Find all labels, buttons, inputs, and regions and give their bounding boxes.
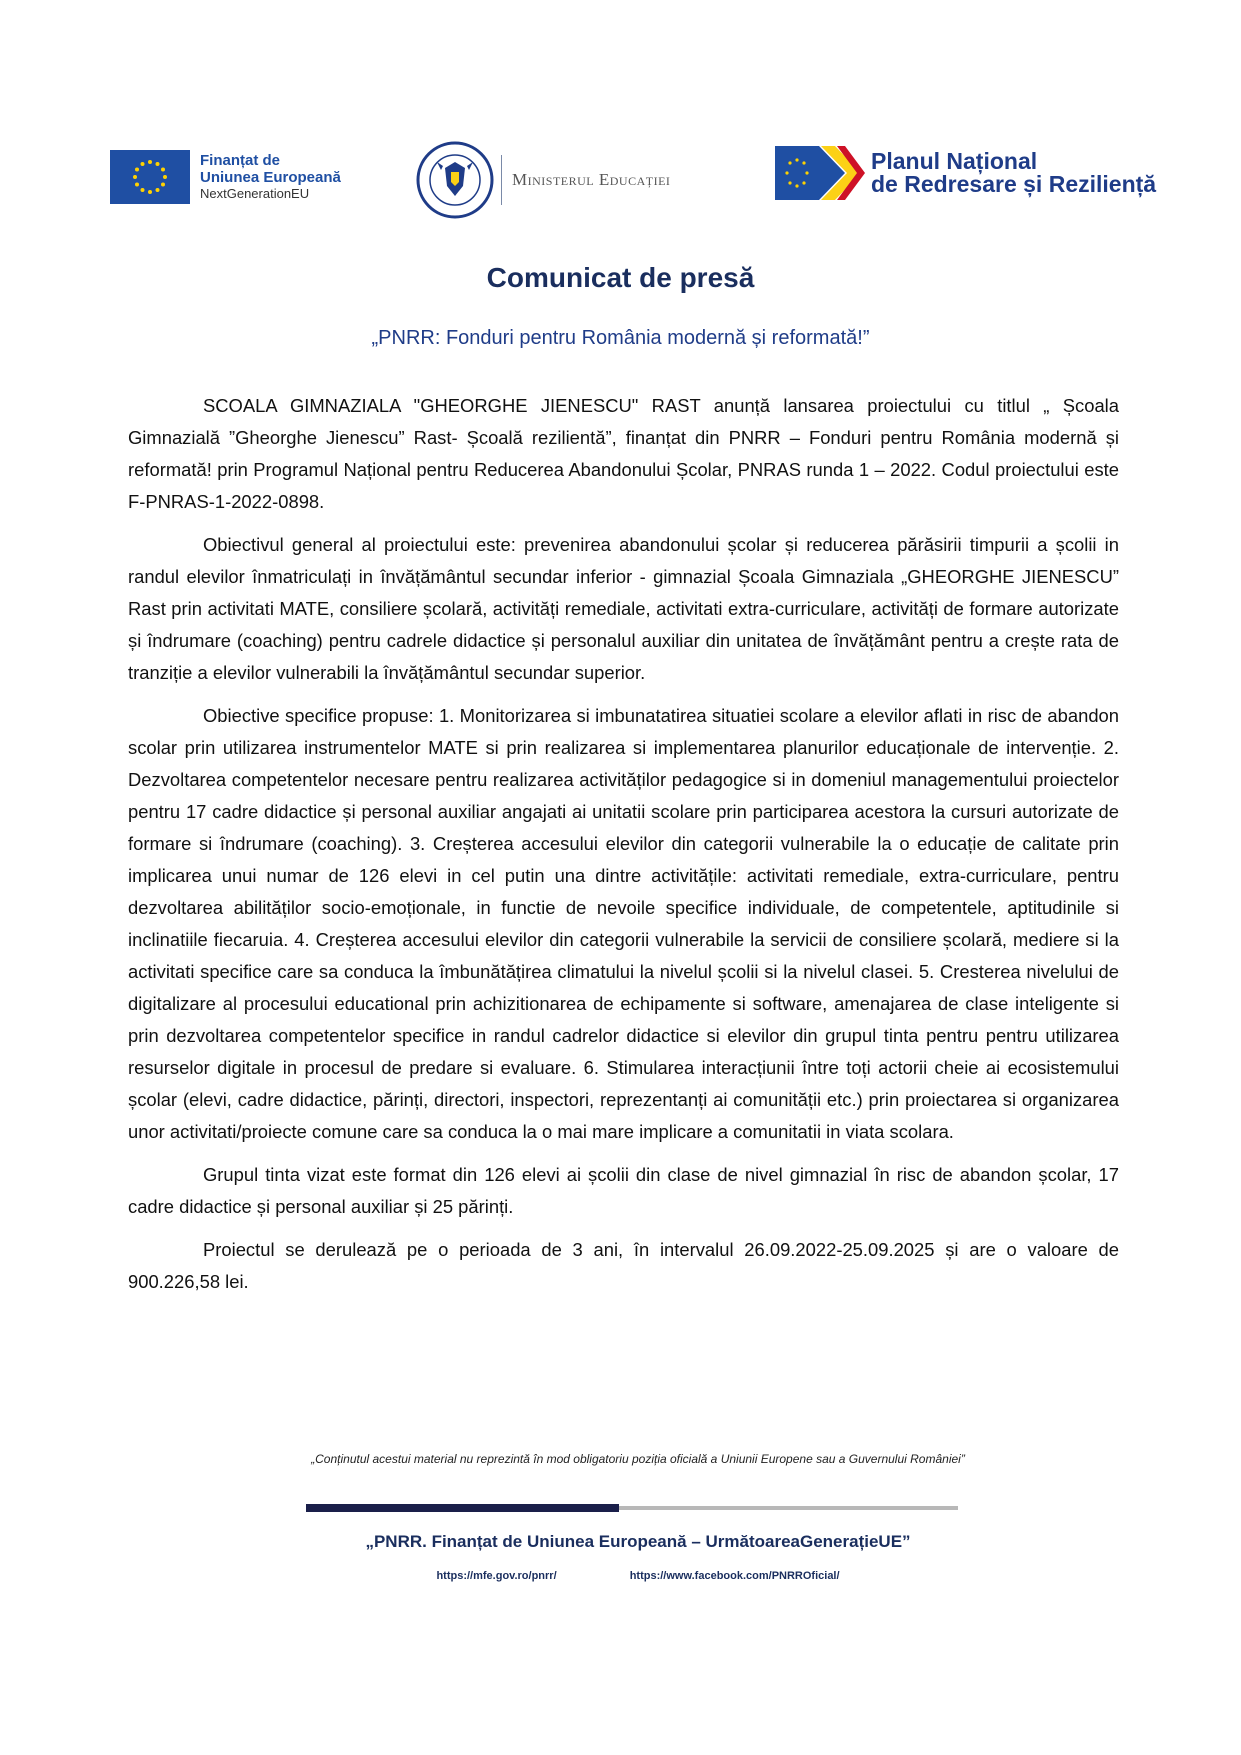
footer-link-mfe[interactable]: https://mfe.gov.ro/pnrr/ bbox=[436, 1570, 557, 1582]
eu-logo-line2: Uniunea Europeană bbox=[200, 168, 341, 186]
pnrr-logo-line1: Planul Național bbox=[871, 148, 1038, 174]
pnrr-logo-line2: de Redresare și Reziliență bbox=[871, 171, 1157, 197]
paragraph-target-group: Grupul tinta vizat este format din 126 elevi ai școlii din clase de nivel gimnazial în risc de abandon școlar, 17 cadre didactice și personal auxiliar și 25 părinți. bbox=[128, 1164, 1119, 1217]
paragraph-intro: SCOALA GIMNAZIALA "GHEORGHE JIENESCU" RAST anunță lansarea proiectului cu titlul „ Școala Gimnazială ”Gheorghe Jienescu” Rast- Școală rezilientă”, finanțat din PNRR – Fonduri pentru România modernă și reformată! prin Programul Național pentru Reducerea Abandonului Școlar, PNRAS runda 1 – 2022. Codul proiectului este F-PNRAS-1-2022-0898. bbox=[128, 395, 1119, 512]
eu-funding-logo bbox=[110, 150, 341, 204]
document-body bbox=[128, 390, 1119, 1309]
eu-logo-line3: NextGenerationEU bbox=[200, 185, 310, 201]
footer-divider bbox=[306, 1504, 958, 1512]
document-subtitle: „PNRR: Fonduri pentru România modernă și reformată!” bbox=[371, 327, 870, 349]
ministry-name: Ministerul Educației bbox=[512, 170, 671, 189]
document-title: Comunicat de presă bbox=[486, 262, 755, 293]
footer-banner bbox=[188, 1442, 1088, 1607]
paragraph-general-objective: Obiectivul general al proiectului este: prevenirea abandonului școlar și reducerea părăsirii timpurii a școlii in randul elevilor înmatriculați in învățământul secundar inferior - gimnazial Școala Gimnaziala „GHEORGHE JIENESCU” Rast prin activitati MATE, consiliere școlară, activități remediale, activitati extra-curriculare, activități de formare autorizate și îndrumare (coaching) pentru cadrele didactice și personalul auxiliar din unitatea de învățământ pentru a crește rata de tranziție a elevilor vulnerabili la învățământul secundar superior. bbox=[128, 534, 1119, 683]
paragraph-duration-value: Proiectul se derulează pe o perioada de 3 ani, în intervalul 26.09.2022-25.09.2025 și are o valoare de 900.226,58 lei. bbox=[128, 1239, 1119, 1292]
pnrr-logo-text bbox=[871, 150, 1156, 196]
eu-logo-line1: Finanțat de bbox=[200, 151, 281, 169]
footer-disclaimer: „Conținutul acestui material nu reprezintă în mod obligatoriu poziția oficială a Uniunii Europene sau a Guvernului României” bbox=[311, 1452, 965, 1466]
footer-link-facebook[interactable]: https://www.facebook.com/PNRROficial/ bbox=[629, 1570, 840, 1582]
logo-header bbox=[110, 140, 1170, 220]
paragraph-specific-objectives: Obiective specifice propuse: 1. Monitorizarea si imbunatatirea situatiei scolare a elevilor aflati in risc de abandon scolar prin utilizarea instrumentelor MATE si prin realizarea si implementarea planurilor educaționale de intervenție. 2. Dezvoltarea competentelor necesare pentru realizarea activităților pedagogice si in domeniul managementului proiectelor pentru 17 cadre didactice și personal auxiliar angajati ai unitatii scolare prin participarea acestora la cursuri autorizate de formare si îndrumare (coaching). 3. Creșterea accesului elevilor din categorii vulnerabile la o educație de calitate prin implicarea unui numar de 126 elevi in cel putin una dintre activitățile: activitati remediale, extra-curriculare, pentru dezvoltarea abilităților socio-emoționale, in functie de nevoile specifice individuale, de competentele, aptitudinile si inclinatiile fiecaruia. 4. Creșterea accesului elevilor din categorii vulnerabile la servicii de consiliere școlară, mediere si la activitati specifice care sa conduca la îmbunătățirea climatului la nivelul școlii si la nivelul clasei. 5. Cresterea nivelului de digitalizare al procesului educational prin achizitionarea de echipamente si software, amenajarea de clase inteligente si prin dezvoltarea competentelor specifice in randul cadrelor didactice si elevilor din grupul tinta pentru pentru utilizarea resurselor digitale in procesul de predare si evaluare. 6. Stimularea interacțiunii între toți actorii cheie ai ecosistemului școlar (elevi, cadre didactice, părinți, directori, inspectori, reprezentanți ai comunității etc.) prin proiectarea si organizarea unor activitati/proiecte comune care sa conduca la o mai mare implicare a comunitatii in viata scolara. bbox=[128, 705, 1119, 1142]
logo-divider bbox=[501, 155, 502, 205]
government-logo bbox=[415, 140, 670, 220]
footer-links bbox=[188, 1570, 1088, 1582]
pnrr-logo-icon bbox=[775, 144, 865, 202]
footer-tagline: „PNRR. Finanțat de Uniunea Europeană – UrmătoareaGenerațieUE” bbox=[365, 1532, 911, 1551]
eu-logo-text bbox=[200, 153, 341, 201]
government-seal-icon bbox=[415, 140, 495, 220]
pnrr-logo bbox=[775, 144, 1156, 202]
eu-flag-icon bbox=[110, 150, 190, 204]
